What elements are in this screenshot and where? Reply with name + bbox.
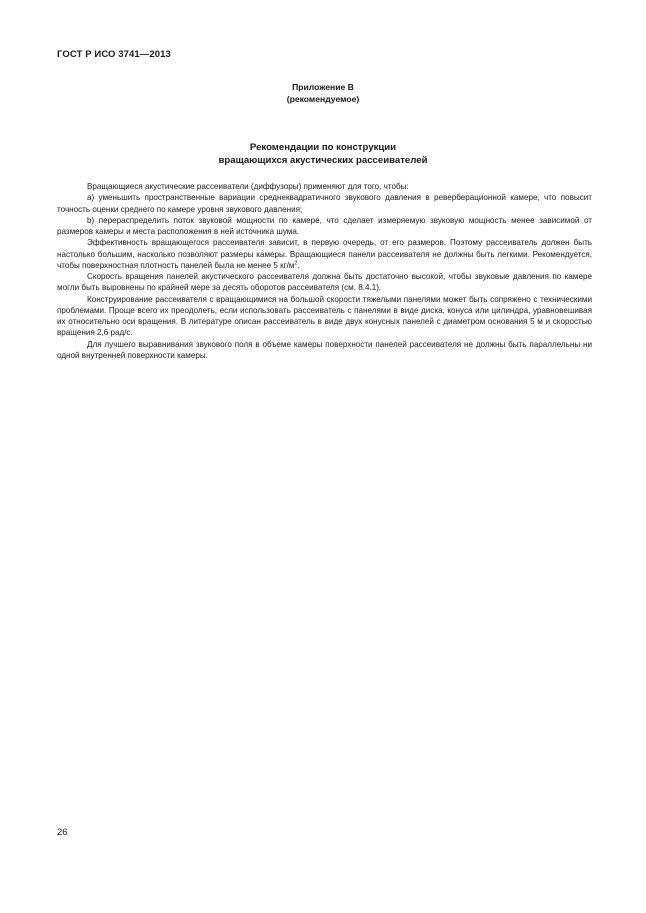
paragraph-item-b: b) перераспределить поток звуковой мощности по камере, что сделает измеряемую звуковую мощность менее зависимой от размеров камеры и места расположения в ней источника шума. <box>57 215 592 236</box>
appendix-label: Приложение В <box>292 82 354 92</box>
appendix-heading <box>0 82 646 105</box>
paragraph-alignment: Для лучшего выравнивания звукового поля в объеме камеры поверхности панелей рассеивателя не должны быть параллельны ни одной внутренней поверхности камеры. <box>57 339 592 360</box>
paragraph-construction: Конструирование рассеивателя с вращающимися на большой скорости тяжелыми панелями может быть сопряжено с техническими проблемами. Проще всего их преодолеть, если использовать рассеиватель с панелями в виде диска, конуса или цилиндра, уравновешивая их относительно оси вращения. В литературе описан рассеиватель в виде двух конусных панелей с диаметром основания 5 м и скоростью вращения 2,6 рад/с. <box>57 294 592 338</box>
section-title-line-1: Рекомендации по конструкции <box>249 142 397 153</box>
superscript-exponent: 2 <box>294 260 298 267</box>
paragraph-efficiency <box>57 237 592 271</box>
appendix-status: (рекомендуемое) <box>286 93 360 104</box>
section-title-line-2: вращающихся акустических рассеивателей <box>218 155 428 166</box>
paragraph-efficiency-end: . <box>297 260 300 270</box>
paragraph-rotation-speed: Скорость вращения панелей акустического рассеивателя должна быть достаточно высокой, чтобы звуковые давления по камере могли быть выровнены по крайней мере за десять оборотов рассеивателя (см. 8.4.1). <box>57 272 592 293</box>
paragraph-intro: Вращающиеся акустические рассеиватели (диффузоры) применяют для того, чтобы: <box>87 182 409 191</box>
paragraph-efficiency-text: Эффективность вращающегося рассеивателя зависит, в первую очередь, от его размеров. Поэтому рассеиватель должен быть настолько большим, насколько позволяют размеры камеры. Вращающиеся панели рассеивателя не должны быть легкими. Рекомендуется, чтобы поверхностная плотность панелей была не менее 5 кг/м <box>57 238 592 270</box>
section-title <box>0 141 646 167</box>
standard-code: ГОСТ Р ИСО 3741—2013 <box>57 49 171 60</box>
paragraph-item-a: а) уменьшить пространственные вариации среднеквадратичного звукового давления в реверберационной камере, что повысит точность оценки среднего по камере уровня звукового давления; <box>57 193 592 214</box>
body-text <box>57 181 592 361</box>
page-number: 26 <box>57 827 68 838</box>
